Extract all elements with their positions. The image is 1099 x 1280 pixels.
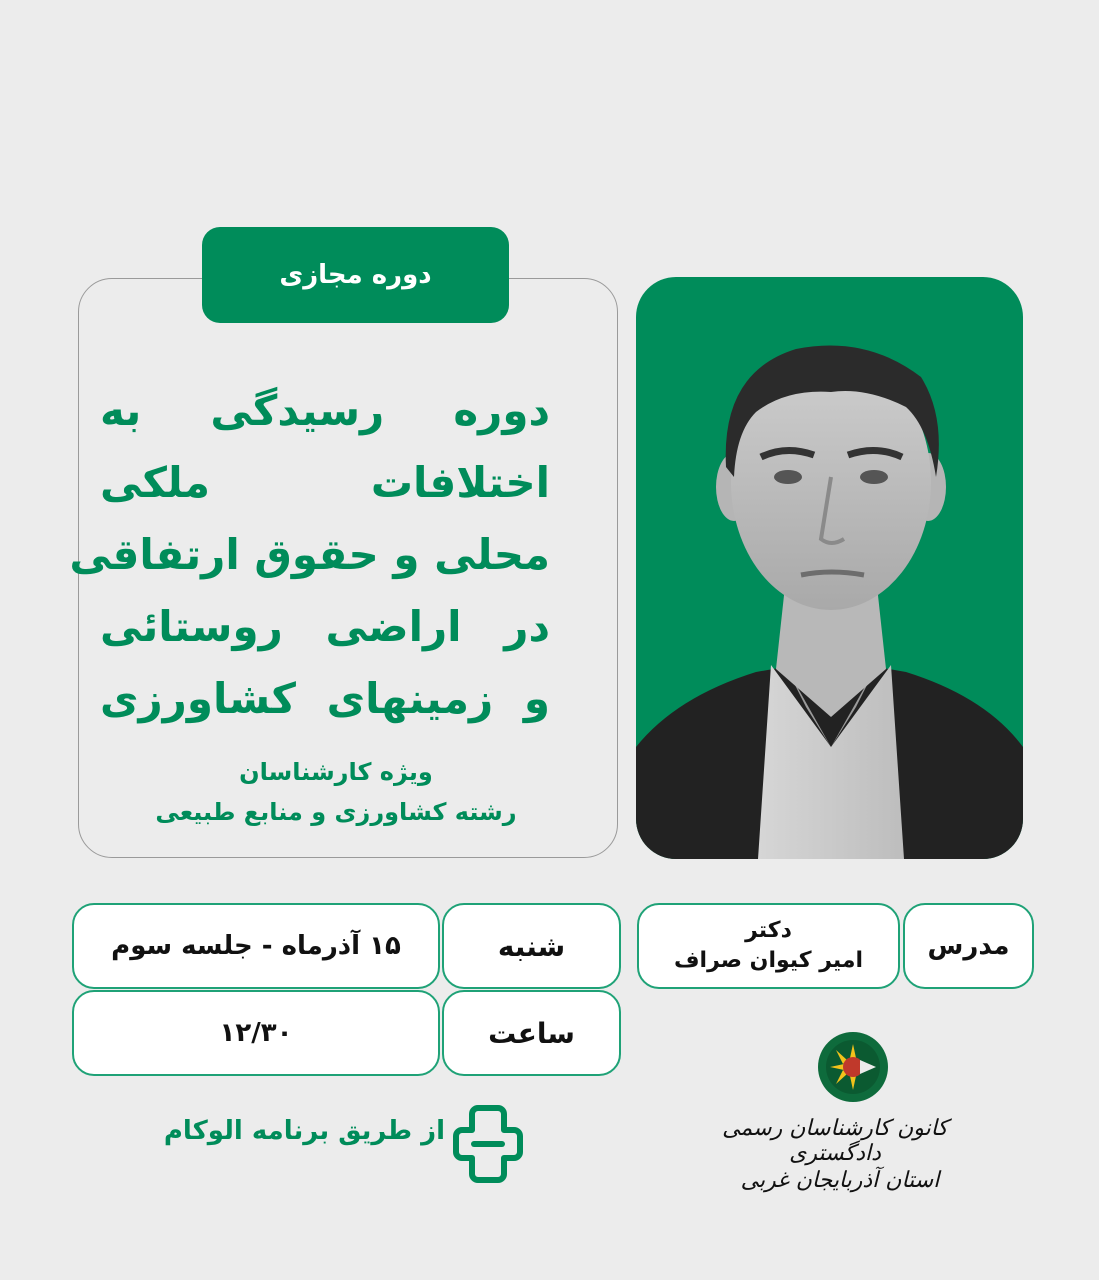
teacher-name-pill [637, 903, 900, 989]
teacher-label: مدرس [903, 903, 1034, 989]
course-title-line: در اراضی روستائی [100, 602, 550, 651]
audience-line-2: رشته کشاورزی و منابع طبیعی [155, 798, 517, 826]
teacher-portrait-photo [636, 277, 1023, 859]
course-title-line: و زمینهای کشاورزی [100, 674, 550, 723]
time-label: ساعت [442, 990, 621, 1076]
session-time: ۱۲/۳۰ [72, 990, 440, 1076]
course-title [69, 375, 550, 735]
alocom-plus-icon [452, 1104, 524, 1184]
teacher-title: دکتر [745, 918, 792, 943]
teacher-name: امیر کیوان صراف [673, 948, 864, 973]
platform-text: از طریق برنامه الوکام [163, 1116, 445, 1146]
teacher-portrait-card [636, 277, 1023, 859]
organization-province: استان آذربایجان غربی [740, 1168, 940, 1193]
audience-subtitle [110, 752, 562, 832]
course-title-line: محلی و حقوق ارتفاقی [69, 530, 550, 579]
course-type-badge: دوره مجازی [202, 227, 509, 323]
organization-name: کانون کارشناسان رسمی دادگستری [722, 1116, 948, 1166]
session-date: ۱۵ آذرماه - جلسه سوم [72, 903, 440, 989]
course-title-line: دوره رسیدگی به [100, 386, 550, 435]
organization-emblem-icon [816, 1030, 890, 1104]
course-title-line: اختلافات ملکی [100, 458, 550, 507]
day-label: شنبه [442, 903, 621, 989]
audience-line-1: ویژه کارشناسان [239, 758, 433, 786]
